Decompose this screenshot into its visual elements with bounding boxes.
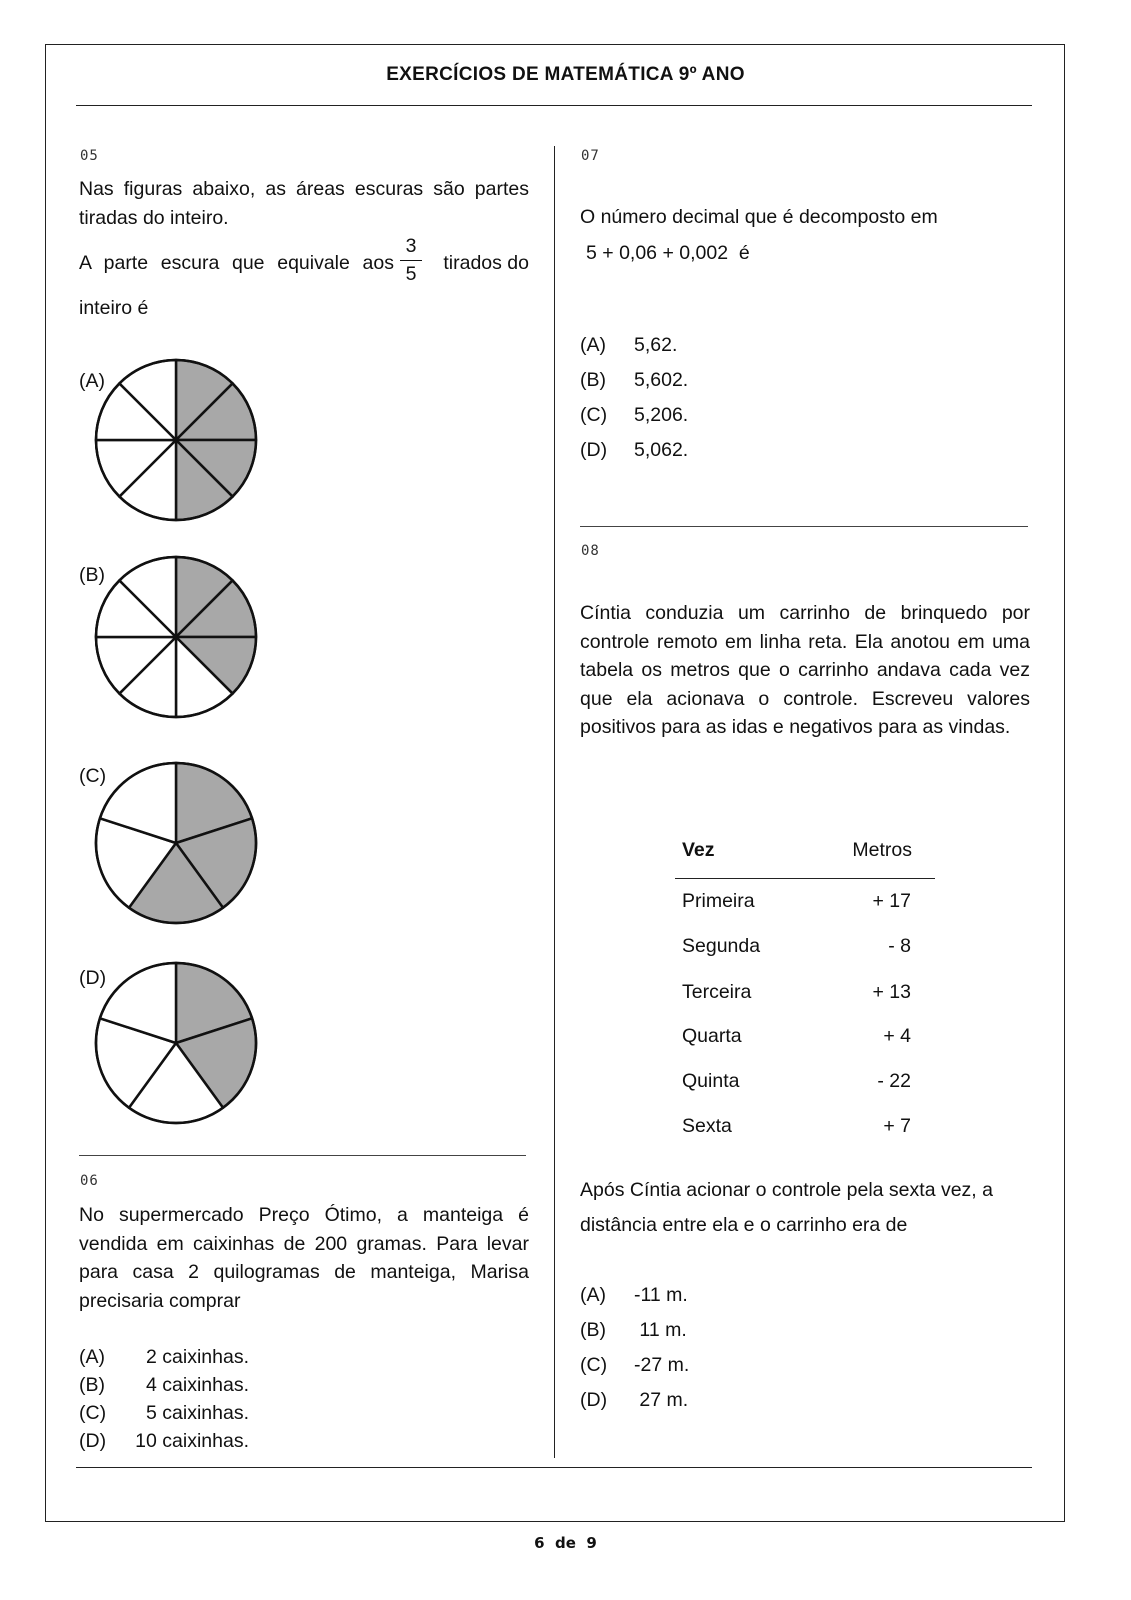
- table-cell-metros: + 17: [872, 890, 911, 912]
- table-cell-vez: Quinta: [682, 1070, 740, 1092]
- q08-option-b[interactable]: [580, 1319, 687, 1342]
- option-label: (A): [79, 1346, 105, 1368]
- fraction: [400, 235, 422, 286]
- q08-option-d[interactable]: [580, 1389, 688, 1412]
- table-cell-vez: Sexta: [682, 1115, 732, 1137]
- table-cell-metros: - 22: [877, 1070, 911, 1092]
- option-label: (C): [79, 1402, 107, 1424]
- option-value: 2 caixinhas.: [146, 1346, 249, 1368]
- fraction-numerator: 3: [405, 235, 417, 257]
- table-cell-vez: Segunda: [682, 935, 761, 957]
- option-value: 27 m.: [634, 1389, 689, 1411]
- option-value: 4 caixinhas.: [146, 1374, 249, 1396]
- q05-text-part: inteiro é: [79, 297, 149, 319]
- q05-text-part: A parte escura que equivale aos: [79, 252, 394, 274]
- q05-text-part: tirados do: [443, 252, 529, 274]
- question-number: 08: [581, 543, 600, 559]
- header-divider: [76, 105, 1032, 106]
- option-label: (D): [79, 1430, 107, 1452]
- option-value: 5,602.: [634, 369, 689, 391]
- bottom-divider: [76, 1467, 1032, 1468]
- option-label: (D): [580, 439, 608, 461]
- table-cell-metros: - 8: [888, 935, 911, 957]
- q08-option-c[interactable]: [580, 1354, 689, 1377]
- table-cell-metros: + 7: [883, 1115, 911, 1137]
- q06-option-b[interactable]: [79, 1374, 249, 1397]
- q07-option-b[interactable]: [580, 369, 688, 392]
- option-label: (C): [580, 1354, 608, 1376]
- question-divider: [79, 1155, 526, 1156]
- pie-a[interactable]: [94, 358, 258, 524]
- q06-option-a[interactable]: [79, 1346, 249, 1369]
- q08-text: Cíntia conduzia um carrinho de brinquedo por controle remoto em linha reta. Ela anotou em uma tabela os metros que o carrinho andava cada vez que ela acionava o controle. Escreveu valores positivos para as idas e negativos para as vindas.: [580, 602, 1030, 738]
- table-cell-metros: + 13: [872, 981, 911, 1003]
- option-label: (C): [79, 765, 107, 787]
- question-divider: [580, 526, 1028, 527]
- q08-question: Após Cíntia acionar o controle pela sexta vez, a: [580, 1179, 993, 1201]
- q08-option-a[interactable]: [580, 1284, 688, 1307]
- q06-option-c[interactable]: [79, 1402, 249, 1425]
- q07-option-a[interactable]: [580, 334, 677, 357]
- option-label: (A): [79, 370, 105, 392]
- q06-option-d[interactable]: [79, 1430, 249, 1453]
- q07-text: O número decimal que é decomposto em: [580, 206, 938, 228]
- q08-question: distância entre ela e o carrinho era de: [580, 1214, 908, 1236]
- option-label: (B): [79, 1374, 105, 1396]
- table-header-metros: Metros: [852, 839, 912, 861]
- page-number: 6 de 9: [534, 1534, 597, 1552]
- pie-b[interactable]: [94, 555, 258, 721]
- table-cell-vez: Terceira: [682, 981, 752, 1003]
- question-number: 05: [80, 148, 99, 164]
- option-label: (B): [580, 1319, 606, 1341]
- option-value: -27 m.: [634, 1354, 690, 1376]
- table-header-rule: [675, 878, 935, 879]
- option-label: (B): [580, 369, 606, 391]
- question-number: 06: [80, 1173, 99, 1189]
- q07-expression: 5 + 0,06 + 0,002 é: [586, 242, 750, 264]
- option-value: 10 caixinhas.: [135, 1430, 249, 1452]
- question-number: 07: [581, 148, 600, 164]
- option-value: 5,062.: [634, 439, 689, 461]
- fraction-bar: [400, 260, 422, 261]
- option-label: (A): [580, 1284, 606, 1306]
- option-label: (D): [580, 1389, 608, 1411]
- option-label: (B): [79, 564, 105, 586]
- option-label: (A): [580, 334, 606, 356]
- q05-text: Nas figuras abaixo, as áreas escuras são partes tiradas do inteiro.: [79, 178, 529, 229]
- option-label: (D): [79, 967, 107, 989]
- table-cell-vez: Quarta: [682, 1025, 742, 1047]
- option-value: 5,206.: [634, 404, 689, 426]
- table-header-vez: Vez: [682, 839, 715, 861]
- q07-option-d[interactable]: [580, 439, 688, 462]
- option-value: 5,62.: [634, 334, 678, 356]
- fraction-denominator: 5: [405, 263, 417, 285]
- option-value: 11 m.: [634, 1319, 687, 1341]
- option-label: (C): [580, 404, 608, 426]
- q06-text: No supermercado Preço Ótimo, a manteiga é vendida em caixinhas de 200 gramas. Para levar para casa 2 quilogramas de manteiga, Marisa precisaria comprar: [79, 1204, 529, 1312]
- table-cell-metros: + 4: [883, 1025, 911, 1047]
- option-value: 5 caixinhas.: [146, 1402, 249, 1424]
- pie-c[interactable]: [94, 761, 258, 927]
- column-divider: [554, 146, 555, 1458]
- table-cell-vez: Primeira: [682, 890, 755, 912]
- page-title: EXERCÍCIOS DE MATEMÁTICA 9º ANO: [386, 64, 745, 85]
- option-value: -11 m.: [634, 1284, 688, 1306]
- pie-d[interactable]: [94, 961, 258, 1127]
- q07-option-c[interactable]: [580, 404, 688, 427]
